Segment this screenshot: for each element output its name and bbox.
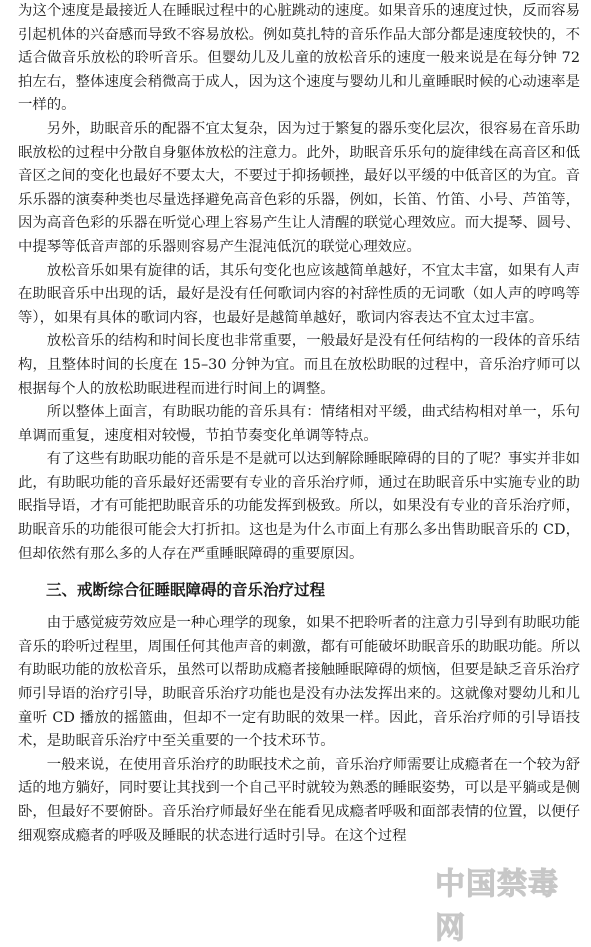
- paragraph: 一般来说，在使用音乐治疗的助眠技术之前，音乐治疗师需要让成瘾者在一个较为舒适的地方躺好，同时要让其找到一个自己平时就较为熟悉的睡眠姿势，可以是平躺或是侧卧，但最好不要俯卧。音乐治疗师最好坐在能看见成瘾者呼吸和面部表情的位置，以便仔细观察成瘾者的呼吸及睡眠的状态进行适时引导。在这个过程: [18, 756, 580, 844]
- paragraph: 另外，助眠音乐的配器不宜太复杂，因为过于繁复的器乐变化层次，很容易在音乐助眠放松的过程中分散自身躯体放松的注意力。此外，助眠音乐乐句的旋律线在高音区和低音区之间的变化也最好不要太大，不要过于抑扬顿挫，最好以平缓的中低音区的为宜。音乐乐器的演奏种类也尽量选择避免高音色彩的乐器，例如，长笛、竹笛、小号、芦笛等，因为高音色彩的乐器在听觉心理上容易产生让人清醒的联觉心理效应。而大提琴、圆号、中提琴等低音声部的乐器则容易产生混沌低沉的联觉心理效应。: [18, 120, 580, 255]
- paragraph: 所以整体上面言，有助眠功能的音乐具有：情绪相对平缓，曲式结构相对单一，乐句单调而重复，速度相对较慢，节拍节奏变化单调等特点。: [18, 404, 580, 444]
- paragraph: 放松音乐的结构和时间长度也非常重要，一般最好是没有任何结构的一段体的音乐结构，且整体时间的长度在 15–30 分钟为宜。而且在放松助眠的过程中，音乐治疗师可以根据每个人的放松助眠进程而进行时间上的调整。: [18, 333, 580, 397]
- section-heading: 三、戒断综合征睡眠障碍的音乐治疗过程: [46, 581, 326, 600]
- watermark-text: 中国禁毒网: [435, 867, 559, 946]
- site-watermark-logo: [435, 859, 585, 946]
- body-text-after-heading: [18, 612, 580, 848]
- paragraph: 放松音乐如果有旋律的话，其乐句变化也应该越简单越好，不宜太丰富，如果有人声在助眠音乐中出现的话，最好是没有任何歌词内容的衬辞性质的无词歌（如人声的哼鸣等等），如果有具体的歌词内容，也最好是越简单越好，歌词内容表达不宜太过丰富。: [18, 262, 580, 326]
- body-text-before-heading: [18, 0, 580, 566]
- paragraph: 由于感觉疲劳效应是一种心理学的现象，如果不把聆听者的注意力引导到有助眠功能音乐的聆听过程里，周围任何其他声音的刺激，都有可能破坏助眠音乐的助眠功能。所以有助眠功能的放松音乐，虽然可以帮助成瘾者接触睡眠障碍的烦恼，但要是缺乏音乐治疗师引导语的治疗引导，助眠音乐治疗功能也是没有办法发挥出来的。这就像对婴幼儿和儿童听 CD 播放的摇篮曲，但却不一定有助眠的效果一样。因此，音乐治疗师的引导语技术，是助眠音乐治疗中至关重要的一个技术环节。: [18, 615, 580, 750]
- document-page: [18, 0, 580, 848]
- paragraph: 有了这些有助眠功能的音乐是不是就可以达到解除睡眠障碍的目的了呢？事实并非如此，有助眠功能的音乐最好还需要有专业的音乐治疗师，通过在助眠音乐中实施专业的助眠指导语，才有可能把助眠音乐的功能发挥到极致。所以，如果没有专业的音乐治疗师，助眠音乐的功能很可能会大打折扣。这也是为什么市面上有那么多出售助眠音乐的 CD，但却依然有那么多的人存在严重睡眠障碍的重要原因。: [18, 451, 580, 562]
- paragraph: 为这个速度是最接近人在睡眠过程中的心脏跳动的速度。如果音乐的速度过快，反而容易引起机体的兴奋感而导致不容易放松。例如莫扎特的音乐作品大部分都是速度较快的，不适合做音乐放松的聆听音乐。但婴幼儿及儿童的放松音乐的速度一般来说是在每分钟 72 拍左右，整体速度会稍微高于成人，因为这个速度与婴幼儿和儿童睡眠时候的心动速率是一样的。: [18, 3, 580, 114]
